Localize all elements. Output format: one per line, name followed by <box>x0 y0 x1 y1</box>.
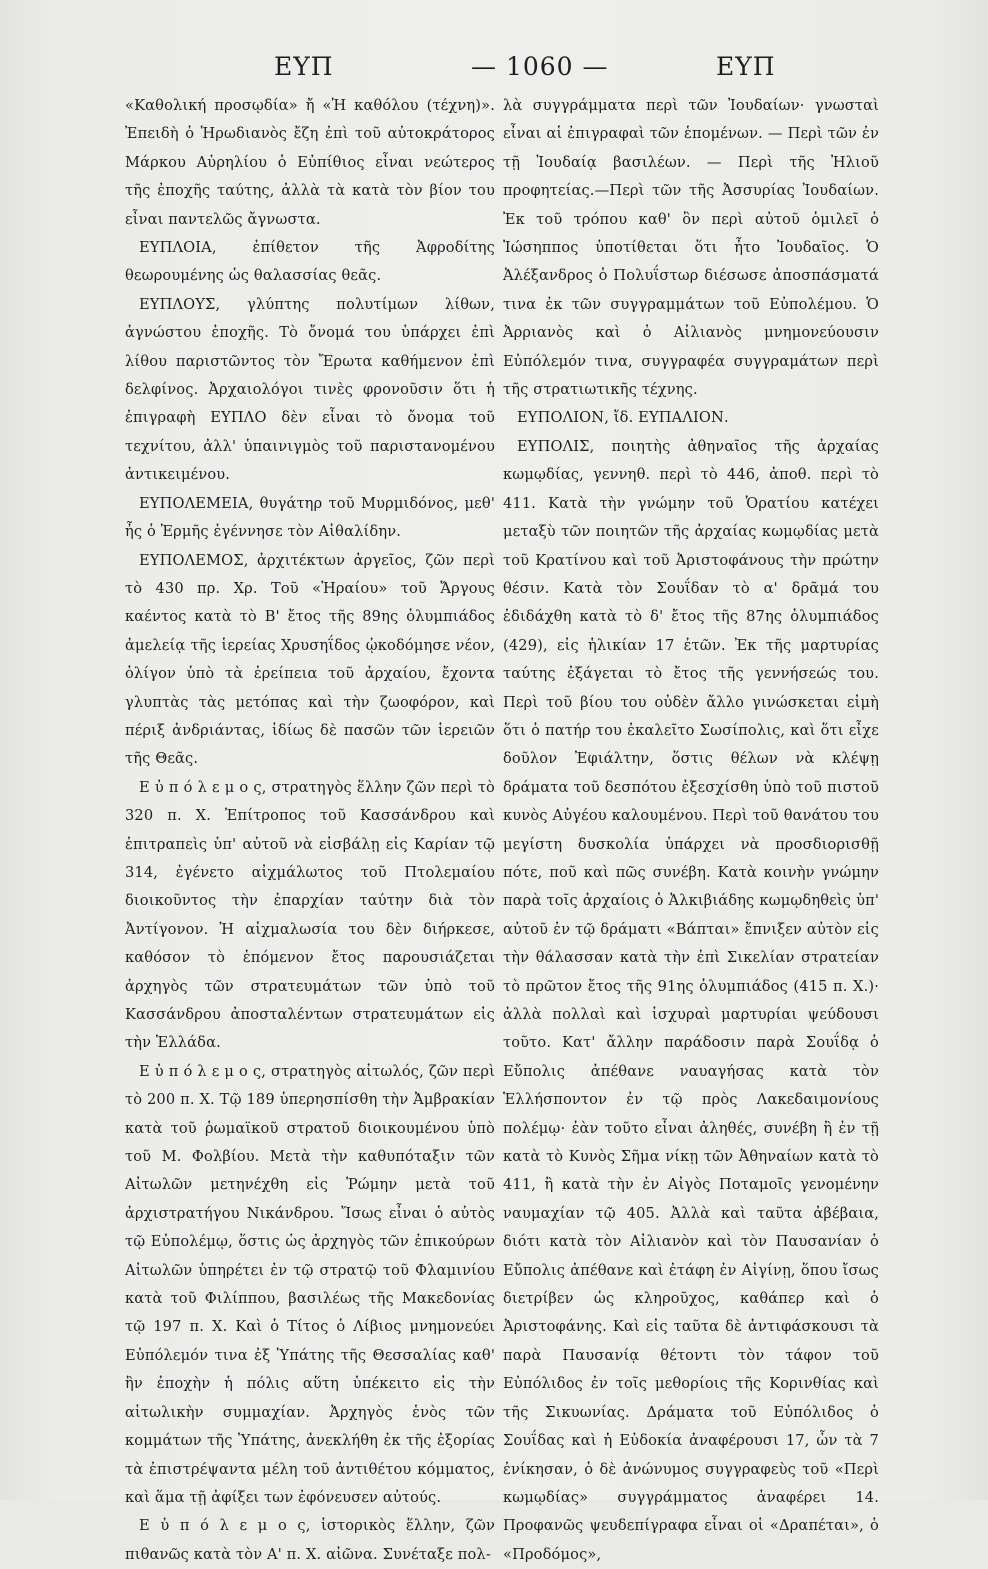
entry-paragraph: ΕΥΠΟΛΙΣ, ποιητὴς ἀθηναῖος τῆς ἀρχαίας κωμῳδίας, γεννηθ. περὶ τὸ 446, ἀποθ. περὶ τὸ 411. Κατὰ τὴν γνώμην τοῦ Ὁρατίου κατέχει μεταξὺ τῶν ποιητῶν τῆς ἀρχαίας κωμῳδίας μετὰ τοῦ Κρατίνου καὶ τοῦ Ἀριστοφάνους τὴν πρώτην θέσιν. Κατὰ τὸν Σουΐδαν τὸ α' δρᾶμά του ἐδιδάχθη κατὰ τὸ δ' ἔτος τῆς 87ης ὀλυμπιάδος (429), εἰς ἡλικίαν 17 ἐτῶν. Ἐκ τῆς μαρτυρίας ταύτης ἐξάγεται τὸ ἔτος τῆς γεννήσεώς του. Περὶ τοῦ βίου του οὐδὲν ἄλλο γινώσκεται εἰμὴ ὅτι ὁ πατήρ του ἐκαλεῖτο Σωσίπολις, καὶ ὅτι εἶχε δοῦλον Ἐφιάλτην, ὅστις θέλων νὰ κλέψῃ δράματα τοῦ δεσπότου ἐξεσχίσθη ὑπὸ τοῦ πιστοῦ κυνὸς Αὐγέου καλουμένου. Περὶ τοῦ θανάτου του μεγίστη δυσκολία ὑπάρχει νὰ προσδιορισθῇ πότε, ποῦ καὶ πῶς συνέβη. Κατὰ κοινὴν γνώμην παρὰ τοῖς ἀρχαίοις ὁ Ἀλκιβιάδης κωμῳδηθεὶς ὑπ' αὐτοῦ ἐν τῷ δράματι «Βάπται» ἔπνιξεν αὐτὸν εἰς τὴν θάλασσαν κατὰ τὴν ἐπὶ Σικελίαν στρατείαν τὸ πρῶτον ἔτος τῆς 91ης ὀλυμπιάδος (415 π. Χ.)· ἀλλὰ πολλαὶ καὶ ἰσχυραὶ μαρτυρίαι ψεύδουσι τοῦτο. Κατ' ἄλλην παράδοσιν παρὰ Σουΐδᾳ ὁ Εὔπολις ἀπέθανε ναυαγήσας κατὰ τὸν Ἑλλήσποντον ἐν τῷ πρὸς Λακεδαιμονίους πολέμῳ· ἐὰν τοῦτο εἶναι ἀληθές, συνέβη ἢ ἐν τῇ κατὰ τὸ Κυνὸς Σῆμα νίκῃ τῶν Ἀθηναίων κατὰ τὸ 411, ἢ κατὰ τὴν ἐν Αἰγὸς Ποταμοῖς γενομένην ναυμαχίαν τῷ 405. Ἀλλὰ καὶ ταῦτα ἀβέβαια, διότι κατὰ τὸν Αἰλιανὸν καὶ τὸν Παυσανίαν ὁ Εὔπολις ἀπέθανε καὶ ἐτάφη ἐν Αἰγίνῃ, ὅπου ἴσως διετρίβεν ὡς κληροῦχος, καθάπερ καὶ ὁ Ἀριστοφάνης. Καὶ εἰς ταῦτα δὲ ἀντιφάσκουσι τὰ παρὰ Παυσανίᾳ θέτοντι τὸν τάφον τοῦ Εὐπόλιδος ἐν τοῖς μεθορίοις τῆς Κορινθίας καὶ τῆς Σικυωνίας. Δράματα τοῦ Εὐπόλιδος ὁ Σουΐδας καὶ ἡ Εὐδοκία ἀναφέρουσι 17, ὧν τὰ 7 ἐνίκησαν, ὁ δὲ ἀνώνυμος συγγραφεὺς τοῦ «Περὶ κωμῳδίας» συγγράμματος ἀναφέρει 14. Προφανῶς ψευδεπίγραφα εἶναι οἱ «Δραπέται», ὁ «Προδόμος», <box>503 437 879 1563</box>
entry-paragraph: ΕΥΠΟΛΙΟΝ, ἴδ. ΕΥΠΑΛΙΟΝ. <box>517 409 729 427</box>
entry-paragraph: ΕΥΠΟΛΕΜΟΣ, ἀρχιτέκτων ἀργεῖος, ζῶν περὶ τὸ 430 πρ. Χρ. Τοῦ «Ἡραίου» τοῦ Ἄργους καέντος κατὰ τὸ Β' ἔτος τῆς 89ης ὀλυμπιάδος ἀμελείᾳ τῆς ἱερείας Χρυσηΐδος ᾠκοδόμησε νέον, ὀλίγον ὑπὸ τὰ ἐρείπεια τοῦ ἀρχαίου, ἔχοντα γλυπτὰς τὰς μετόπας καὶ τὴν ζωοφόρον, καὶ πέριξ ἀνδριάντας, ἰδίως δὲ πασῶν τῶν ἱερειῶν τῆς Θεᾶς. <box>125 551 495 768</box>
entry-paragraph: ΕΥΠΛΟΙΑ, ἐπίθετον τῆς Ἀφροδίτης θεωρουμένης ὡς θαλασσίας θεᾶς. <box>125 239 495 285</box>
left-text-column <box>125 92 495 1569</box>
running-header <box>126 52 886 92</box>
entry-paragraph: Ε ὐ π ό λ ε μ ο ς, στρατηγὸς αἰτωλός, ζῶν περὶ τὸ 200 π. Χ. Τῷ 189 ὑπερησπίσθη τὴν Ἀμβρακίαν κατὰ τοῦ ῥωμαϊκοῦ στρατοῦ διοικουμένου ὑπὸ τοῦ Μ. Φολβίου. Μετὰ τὴν καθυπόταξιν τῶν Αἰτωλῶν μετηνέχθη εἰς Ῥώμην μετὰ τοῦ ἀρχιστρατήγου Νικάνδρου. Ἴσως εἶναι ὁ αὐτὸς τῷ Εὐπολέμῳ, ὅστις ὡς ἀρχηγὸς τῶν ἐπικούρων Αἰτωλῶν ὑπηρέτει ἐν τῷ στρατῷ τοῦ Φλαμινίου κατὰ τοῦ Φιλίππου, βασιλέως τῆς Μακεδονίας τῷ 197 π. Χ. Καὶ ὁ Τίτος ὁ Λίβιος μνημονεύει Εὐπόλεμόν τινα ἐξ Ὑπάτης τῆς Θεσσαλίας καθ' ἣν ἐποχὴν ἡ πόλις αὕτη ὑπέκειτο εἰς τὴν αἰτωλικὴν συμμαχίαν. Ἀρχηγὸς ἑνὸς τῶν κομμάτων τῆς Ὑπάτης, ἀνεκλήθη ἐκ τῆς ἐξορίας τὰ ἐπιστρέψαντα μέλη τοῦ ἀντιθέτου κόμματος, καὶ ἅμα τῇ ἀφίξει των ἐφόνευσεν αὐτούς. <box>125 1062 495 1506</box>
entry-paragraph: ΕΥΠΛΟΥΣ, γλύπτης πολυτίμων λίθων, ἀγνώστου ἐποχῆς. Τὸ ὄνομά του ὑπάρχει ἐπὶ λίθου παριστῶντος τὸν Ἔρωτα καθήμενον ἐπὶ δελφίνος. Ἀρχαιολόγοι τινὲς φρονοῦσιν ὅτι ἡ ἐπιγραφὴ ΕΥΠΛΟ δὲν εἶναι τὸ ὄνομα τοῦ τεχνίτου, ἀλλ' ὑπαινιγμὸς τοῦ παριστανομένου ἀντικειμένου. <box>125 295 495 484</box>
entry-paragraph: λὰ συγγράμματα περὶ τῶν Ἰουδαίων· γνωσταὶ εἶναι αἱ ἐπιγραφαὶ τῶν ἑπομένων. — Περὶ τῶν ἐν τῇ Ἰουδαίᾳ βασιλέων. — Περὶ τῆς Ἠλιοῦ προφητείας.—Περὶ τῶν τῆς Ἀσσυρίας Ἰουδαίων. Ἐκ τοῦ τρόπου καθ' ὃν περὶ αὐτοῦ ὁμιλεῖ ὁ Ἰώσηππος ὑποτίθεται ὅτι ἦτο Ἰουδαῖος. Ὁ Ἀλέξανδρος ὁ Πολυΐστωρ διέσωσε ἀποσπάσματά τινα ἐκ τῶν συγγραμμάτων τοῦ Εὐπολέμου. Ὁ Ἀρριανὸς καὶ ὁ Αἰλιανὸς μνημονεύουσιν Εὐπόλεμόν τινα, συγγραφέα συγγραμάτων περὶ τῆς στρατιωτικῆς τέχνης. <box>503 97 879 399</box>
entry-paragraph: Ε ὐ π ό λ ε μ ο ς, ἱστορικὸς ἕλλην, ζῶν πιθανῶς κατὰ τὸν Α' π. Χ. αἰῶνα. Συνέταξε πολ- <box>125 1517 495 1563</box>
entry-paragraph: «Καθολική προσῳδία» ἤ «Ἡ καθόλου (τέχνη)». Ἐπειδὴ ὁ Ἡρωδιανὸς ἔζη ἐπὶ τοῦ αὐτοκράτορος Μάρκου Αὐρηλίου ὁ Εὐπίθιος εἶναι νεώτερος τῆς ἐποχῆς ταύτης, ἀλλὰ τὰ κατὰ τὸν βίον του εἶναι παντελῶς ἄγνωστα. <box>125 97 495 228</box>
entry-paragraph: ΕΥΠΟΛΕΜΕΙΑ, θυγάτηρ τοῦ Μυρμιδόνος, μεθ' ἧς ὁ Ἑρμῆς ἐγέννησε τὸν Αἰθαλίδην. <box>125 494 495 541</box>
header-right-guideword: ΕΥΠ <box>716 52 776 81</box>
right-text-column <box>503 92 879 1569</box>
entry-paragraph: Ε ὐ π ό λ ε μ ο ς, στρατηγὸς ἕλλην ζῶν περὶ τὸ 320 π. Χ. Ἐπίτροπος τοῦ Κασσάνδρου καὶ ἐπιτραπεὶς ὑπ' αὐτοῦ νὰ εἰσβάλῃ εἰς Καρίαν τῷ 314, ἐγένετο αἰχμάλωτος τοῦ Πτολεμαίου διοικοῦντος τὴν ἐπαρχίαν ταύτην διὰ τὸν Ἀντίγονον. Ἡ αἰχμαλωσία του δὲν διήρκεσε, καθόσον τὸ ἑπόμενον ἔτος παρουσιάζεται ἀρχηγὸς τῶν στρατευμάτων τῶν ὑπὸ τοῦ Κασσάνδρου ἀποσταλέντων στρατευμάτων εἰς τὴν Ἑλλάδα. <box>125 778 495 1052</box>
page-number: — 1060 — <box>471 52 609 81</box>
header-left-guideword: ΕΥΠ <box>274 52 334 81</box>
